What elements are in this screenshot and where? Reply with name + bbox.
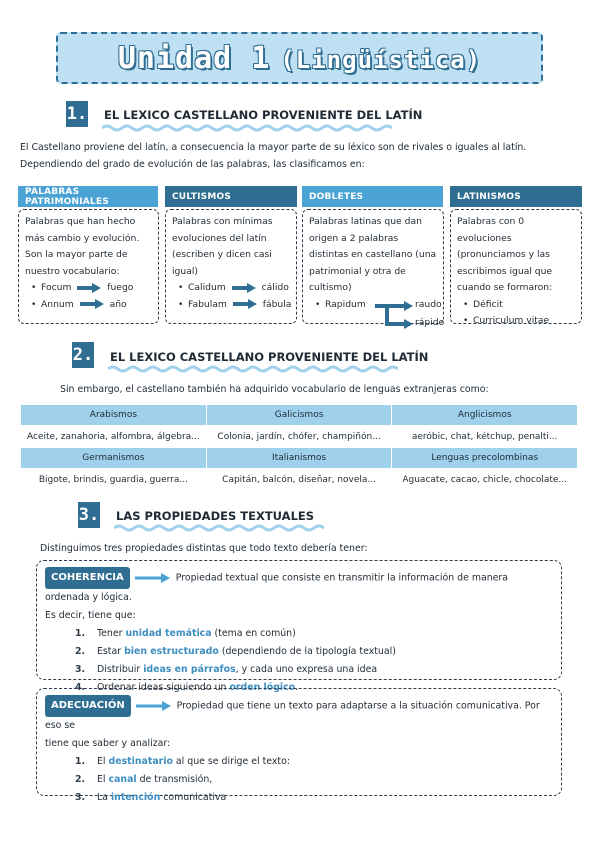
adecuacion-definition-row	[45, 695, 553, 735]
table-header: Arabismos	[21, 405, 207, 426]
example-from: Annum	[41, 298, 74, 310]
category-desc: Palabras con 0 evoluciones (pronunciamos y las escribimos igual que cuando se formaron:	[457, 216, 553, 293]
item-highlight: canal	[108, 774, 137, 785]
item-highlight: unidad temática	[125, 628, 212, 639]
title-main: Unidad 1	[117, 40, 271, 76]
section-2-heading: EL LEXICO CASTELLANO PROVENIENTE DEL LATÍN	[110, 350, 429, 364]
list-item: • Curriculum vitae	[463, 313, 577, 330]
section-2-intro: Sin embargo, el castellano también ha adquirido vocabulario de lenguas extranjeras como:	[60, 384, 489, 395]
item-highlight: intención	[110, 792, 161, 803]
table-row	[21, 448, 578, 469]
example-to: cálido	[261, 282, 289, 293]
arrow-right-icon	[232, 298, 258, 310]
adecuacion-box	[36, 688, 562, 803]
category-header-dobletes: DOBLETES	[302, 186, 443, 207]
arrow-right-icon	[231, 282, 257, 294]
item-number: 4.	[75, 682, 86, 693]
category-header-latinismos: LATINISMOS	[450, 186, 582, 207]
table-cell: Bigote, brindis, guardia, guerra...	[21, 469, 207, 491]
table-header: Anglicismos	[392, 405, 578, 426]
arrow-right-icon	[135, 572, 171, 584]
item-number: 3.	[75, 664, 86, 675]
coherencia-tag: COHERENCIA	[45, 567, 130, 589]
example-to: año	[109, 298, 127, 310]
wavy-underline-icon	[102, 124, 392, 132]
item-text: El	[97, 756, 109, 767]
list-item	[45, 753, 553, 771]
item-highlight: orden lógico	[229, 682, 296, 693]
example-to: fuego	[107, 282, 134, 293]
foreign-vocabulary-table	[20, 404, 578, 491]
item-highlight: destinatario	[108, 756, 173, 767]
example-from: Rapidum	[325, 298, 366, 310]
adecuacion-definition: Propiedad que tiene un texto para adaptarse a la situación comunicativa. Por eso se	[45, 700, 540, 731]
category-header-patrimoniales: PALABRAS PATRIMONIALES	[18, 186, 158, 207]
category-box-patrimoniales	[18, 209, 159, 324]
wavy-underline-icon	[114, 524, 324, 532]
category-box-latinismos	[450, 209, 582, 324]
table-row	[21, 426, 578, 448]
section-1-heading: EL LEXICO CASTELLANO PROVENIENTE DEL LATÍN	[104, 108, 423, 122]
table-header: Lenguas precolombinas	[392, 448, 578, 469]
table-header: Italianismos	[206, 448, 392, 469]
item-text: comunicativa	[160, 792, 227, 803]
item-text: (tema en común)	[211, 628, 296, 639]
item-text: Distribuir	[97, 664, 144, 675]
category-desc: Palabras con mínimas evoluciones del latín (escriben y dicen casi igual)	[172, 216, 273, 277]
example-from: Calidum	[188, 282, 226, 293]
item-number: 1.	[75, 628, 86, 639]
list-item	[31, 297, 154, 314]
list-item	[45, 771, 553, 789]
coherencia-box	[36, 560, 562, 693]
category-header-cultismos: CULTISMOS	[165, 186, 297, 207]
bullet: •	[315, 298, 321, 310]
section-3-intro: Distinguimos tres propiedades distintas que todo texto debería tener:	[40, 543, 368, 554]
section-1-number: 1.	[66, 101, 88, 127]
list-item: • Déficit	[463, 297, 577, 314]
coherencia-lead: Es decir, tiene que:	[45, 610, 136, 621]
table-row	[21, 405, 578, 426]
arrow-right-icon	[79, 298, 105, 310]
item-text: .	[295, 682, 299, 693]
list-item	[45, 643, 553, 661]
table-cell: Aceite, zanahoria, alfombra, álgebra...	[21, 426, 207, 448]
example-from: Focum	[41, 282, 72, 293]
title-banner	[56, 32, 543, 84]
section-3-number: 3.	[78, 502, 100, 528]
item-text: al que se dirige el texto:	[172, 756, 290, 767]
category-desc: Palabras latinas que dan origen a 2 palabras distintas en castellano (una patrimonial y otra de cultismo)	[309, 216, 437, 293]
list-item	[45, 661, 553, 679]
example-to-1: raudo	[415, 298, 442, 310]
list-item	[45, 625, 553, 643]
section-2-number: 2.	[72, 342, 94, 368]
list-item	[45, 789, 553, 807]
category-box-dobletes	[302, 209, 445, 328]
list-item	[178, 297, 292, 314]
list-item	[178, 280, 292, 297]
category-desc: Palabras que han hecho más cambio y evolución. Son la mayor parte de nuestro vocabulario:	[25, 216, 140, 277]
item-text: Ordenar ideas siguiendo un	[97, 682, 230, 693]
coherencia-definition-row	[45, 567, 553, 607]
item-number: 3.	[75, 792, 86, 803]
table-cell: aeróbic, chat, kétchup, penalti...	[392, 426, 578, 448]
table-row	[21, 469, 578, 491]
table-header: Germanismos	[21, 448, 207, 469]
table-cell: Colonia, jardín, chófer, champiñón...	[206, 426, 392, 448]
category-box-cultismos	[165, 209, 297, 324]
list-item	[31, 280, 154, 297]
doublet-example	[309, 297, 445, 331]
item-text: Estar	[97, 646, 125, 657]
item-text: (dependiendo de la tipología textual)	[218, 646, 396, 657]
coherencia-definition: Propiedad textual que consiste en transmitir la información de manera ordenada y lógica.	[45, 572, 509, 603]
adecuacion-definition-cont: tiene que saber y analizar:	[45, 738, 171, 749]
item-text: El	[97, 774, 109, 785]
item-highlight: bien estructurado	[124, 646, 219, 657]
item-highlight: ideas en párrafos	[143, 664, 236, 675]
item-number: 2.	[75, 646, 86, 657]
adecuacion-tag: ADECUACIÓN	[45, 695, 131, 717]
example-to: fábula	[262, 298, 292, 310]
page-title	[118, 41, 481, 76]
wavy-underline-icon	[108, 365, 398, 373]
arrow-right-icon	[136, 700, 172, 712]
example-from: Fabulam	[188, 298, 227, 310]
arrow-right-icon	[76, 282, 102, 294]
table-cell: Aguacate, cacao, chicle, chocolate...	[392, 469, 578, 491]
item-text: Tener	[97, 628, 126, 639]
table-cell: Capitán, balcón, diseñar, novela...	[206, 469, 392, 491]
split-arrow-icon	[375, 300, 415, 330]
item-number: 2.	[75, 774, 86, 785]
example-to-2: rápido	[415, 316, 445, 328]
item-text: de transmisión,	[136, 774, 213, 785]
section-3-heading: LAS PROPIEDADES TEXTUALES	[116, 509, 315, 523]
section-1-intro: El Castellano proviene del latín, a consecuencia la mayor parte de su léxico son de rivales o iguales al latín. Dependiendo del grado de evolución de las palabras, las clasificamos en:	[20, 142, 527, 170]
item-text: La	[97, 792, 111, 803]
item-text: , y cada uno expresa una idea	[235, 664, 378, 675]
title-sub: (Lingüística)	[280, 45, 482, 74]
item-number: 1.	[75, 756, 86, 767]
table-header: Galicismos	[206, 405, 392, 426]
